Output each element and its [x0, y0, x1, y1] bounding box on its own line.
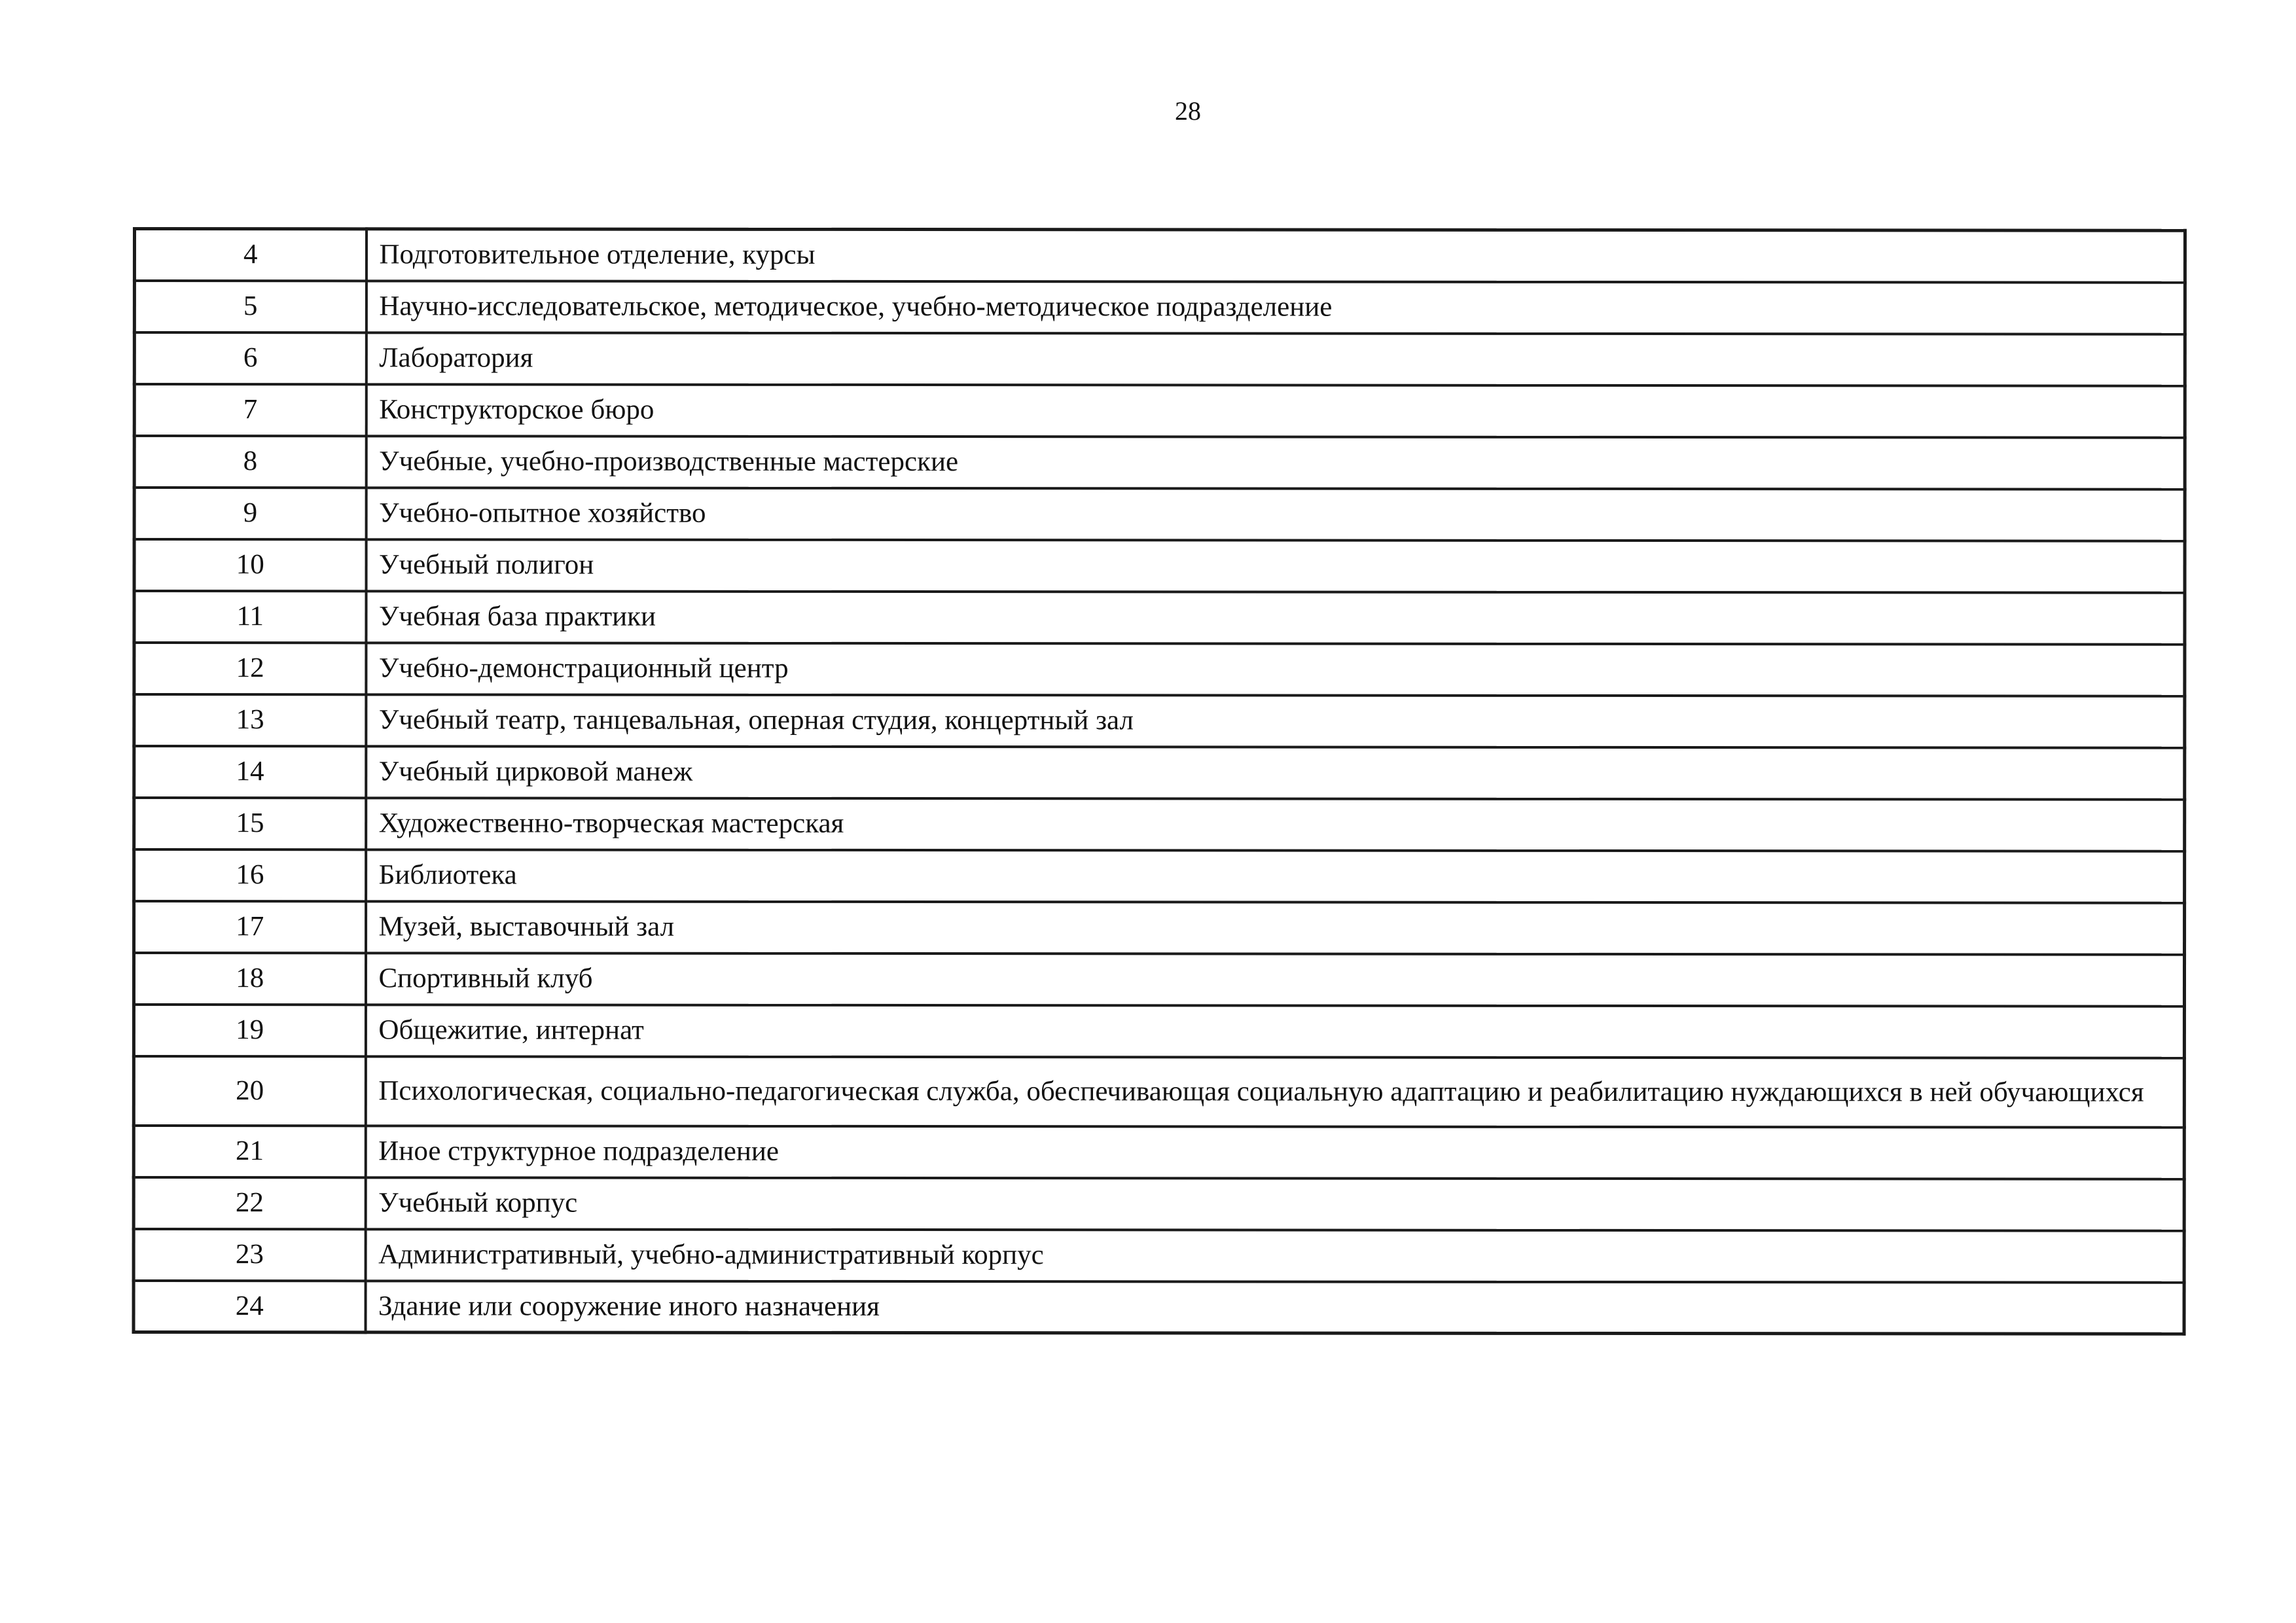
row-title: Психологическая, социально-педагогическая служба, обеспечивающая социальную адаптацию и реабилитацию нуждающихся в ней обучающихся	[365, 1056, 2184, 1127]
table-row	[134, 539, 2185, 593]
row-number: 23	[134, 1229, 365, 1281]
row-title: Учебный цирковой манеж	[366, 746, 2185, 799]
table-row	[134, 643, 2185, 696]
row-title: Учебно-опытное хозяйство	[366, 488, 2185, 541]
table-row	[134, 901, 2185, 955]
row-title: Учебный корпус	[365, 1177, 2184, 1230]
table-row	[134, 229, 2185, 283]
row-number: 7	[134, 384, 366, 436]
row-number: 15	[134, 798, 366, 849]
row-title: Учебно-демонстрационный центр	[366, 643, 2185, 696]
row-title: Конструкторское бюро	[366, 384, 2185, 437]
row-number: 21	[134, 1126, 365, 1177]
table-row	[134, 1056, 2184, 1128]
row-number: 22	[134, 1177, 365, 1229]
row-title: Учебные, учебно-производственные мастерские	[366, 436, 2185, 489]
row-number: 14	[134, 746, 366, 798]
row-title: Музей, выставочный зал	[366, 901, 2185, 954]
row-title: Административный, учебно-административный корпус	[365, 1229, 2184, 1282]
table-row	[134, 1005, 2184, 1058]
row-title: Учебная база практики	[366, 591, 2185, 644]
table-row	[134, 436, 2185, 490]
table-row	[134, 1177, 2184, 1231]
structural-units-table	[132, 227, 2187, 1336]
row-title: Подготовительное отделение, курсы	[366, 229, 2185, 282]
table-row	[134, 384, 2185, 438]
table-row	[134, 694, 2185, 748]
row-number: 17	[134, 901, 366, 953]
row-number: 20	[134, 1056, 365, 1126]
row-number: 18	[134, 953, 365, 1005]
row-title: Учебный театр, танцевальная, оперная студия, концертный зал	[366, 694, 2185, 747]
row-title: Библиотека	[366, 849, 2185, 902]
table-row	[134, 281, 2185, 334]
row-number: 9	[134, 488, 366, 539]
table-row	[134, 849, 2185, 903]
row-number: 5	[134, 281, 366, 332]
table-row	[134, 798, 2185, 851]
row-title: Научно-исследовательское, методическое, учебно-методическое подразделение	[366, 281, 2185, 334]
row-number: 16	[134, 849, 366, 901]
row-title: Учебный полигон	[366, 539, 2185, 592]
table-row	[134, 953, 2184, 1007]
row-title: Лаборатория	[366, 332, 2185, 385]
row-title: Здание или сооружение иного назначения	[365, 1281, 2184, 1334]
table-row	[134, 1229, 2184, 1283]
row-number: 4	[134, 229, 366, 281]
table-row	[134, 332, 2185, 386]
row-title: Общежитие, интернат	[365, 1005, 2184, 1058]
row-number: 8	[134, 436, 366, 488]
table-row	[134, 1281, 2184, 1334]
table-row	[134, 591, 2185, 645]
page-number: 28	[1175, 96, 1201, 126]
row-title: Иное структурное подразделение	[365, 1126, 2184, 1179]
table-row	[134, 746, 2185, 800]
row-number: 6	[134, 332, 366, 384]
document-table-container	[132, 227, 2183, 1336]
table-row	[134, 1126, 2184, 1179]
table-row	[134, 488, 2185, 541]
row-title: Спортивный клуб	[365, 953, 2184, 1006]
row-number: 13	[134, 694, 366, 746]
row-number: 24	[134, 1281, 365, 1332]
row-number: 10	[134, 539, 366, 591]
row-title: Художественно-творческая мастерская	[366, 798, 2185, 851]
row-number: 11	[134, 591, 366, 643]
row-number: 19	[134, 1005, 365, 1056]
row-number: 12	[134, 643, 366, 694]
